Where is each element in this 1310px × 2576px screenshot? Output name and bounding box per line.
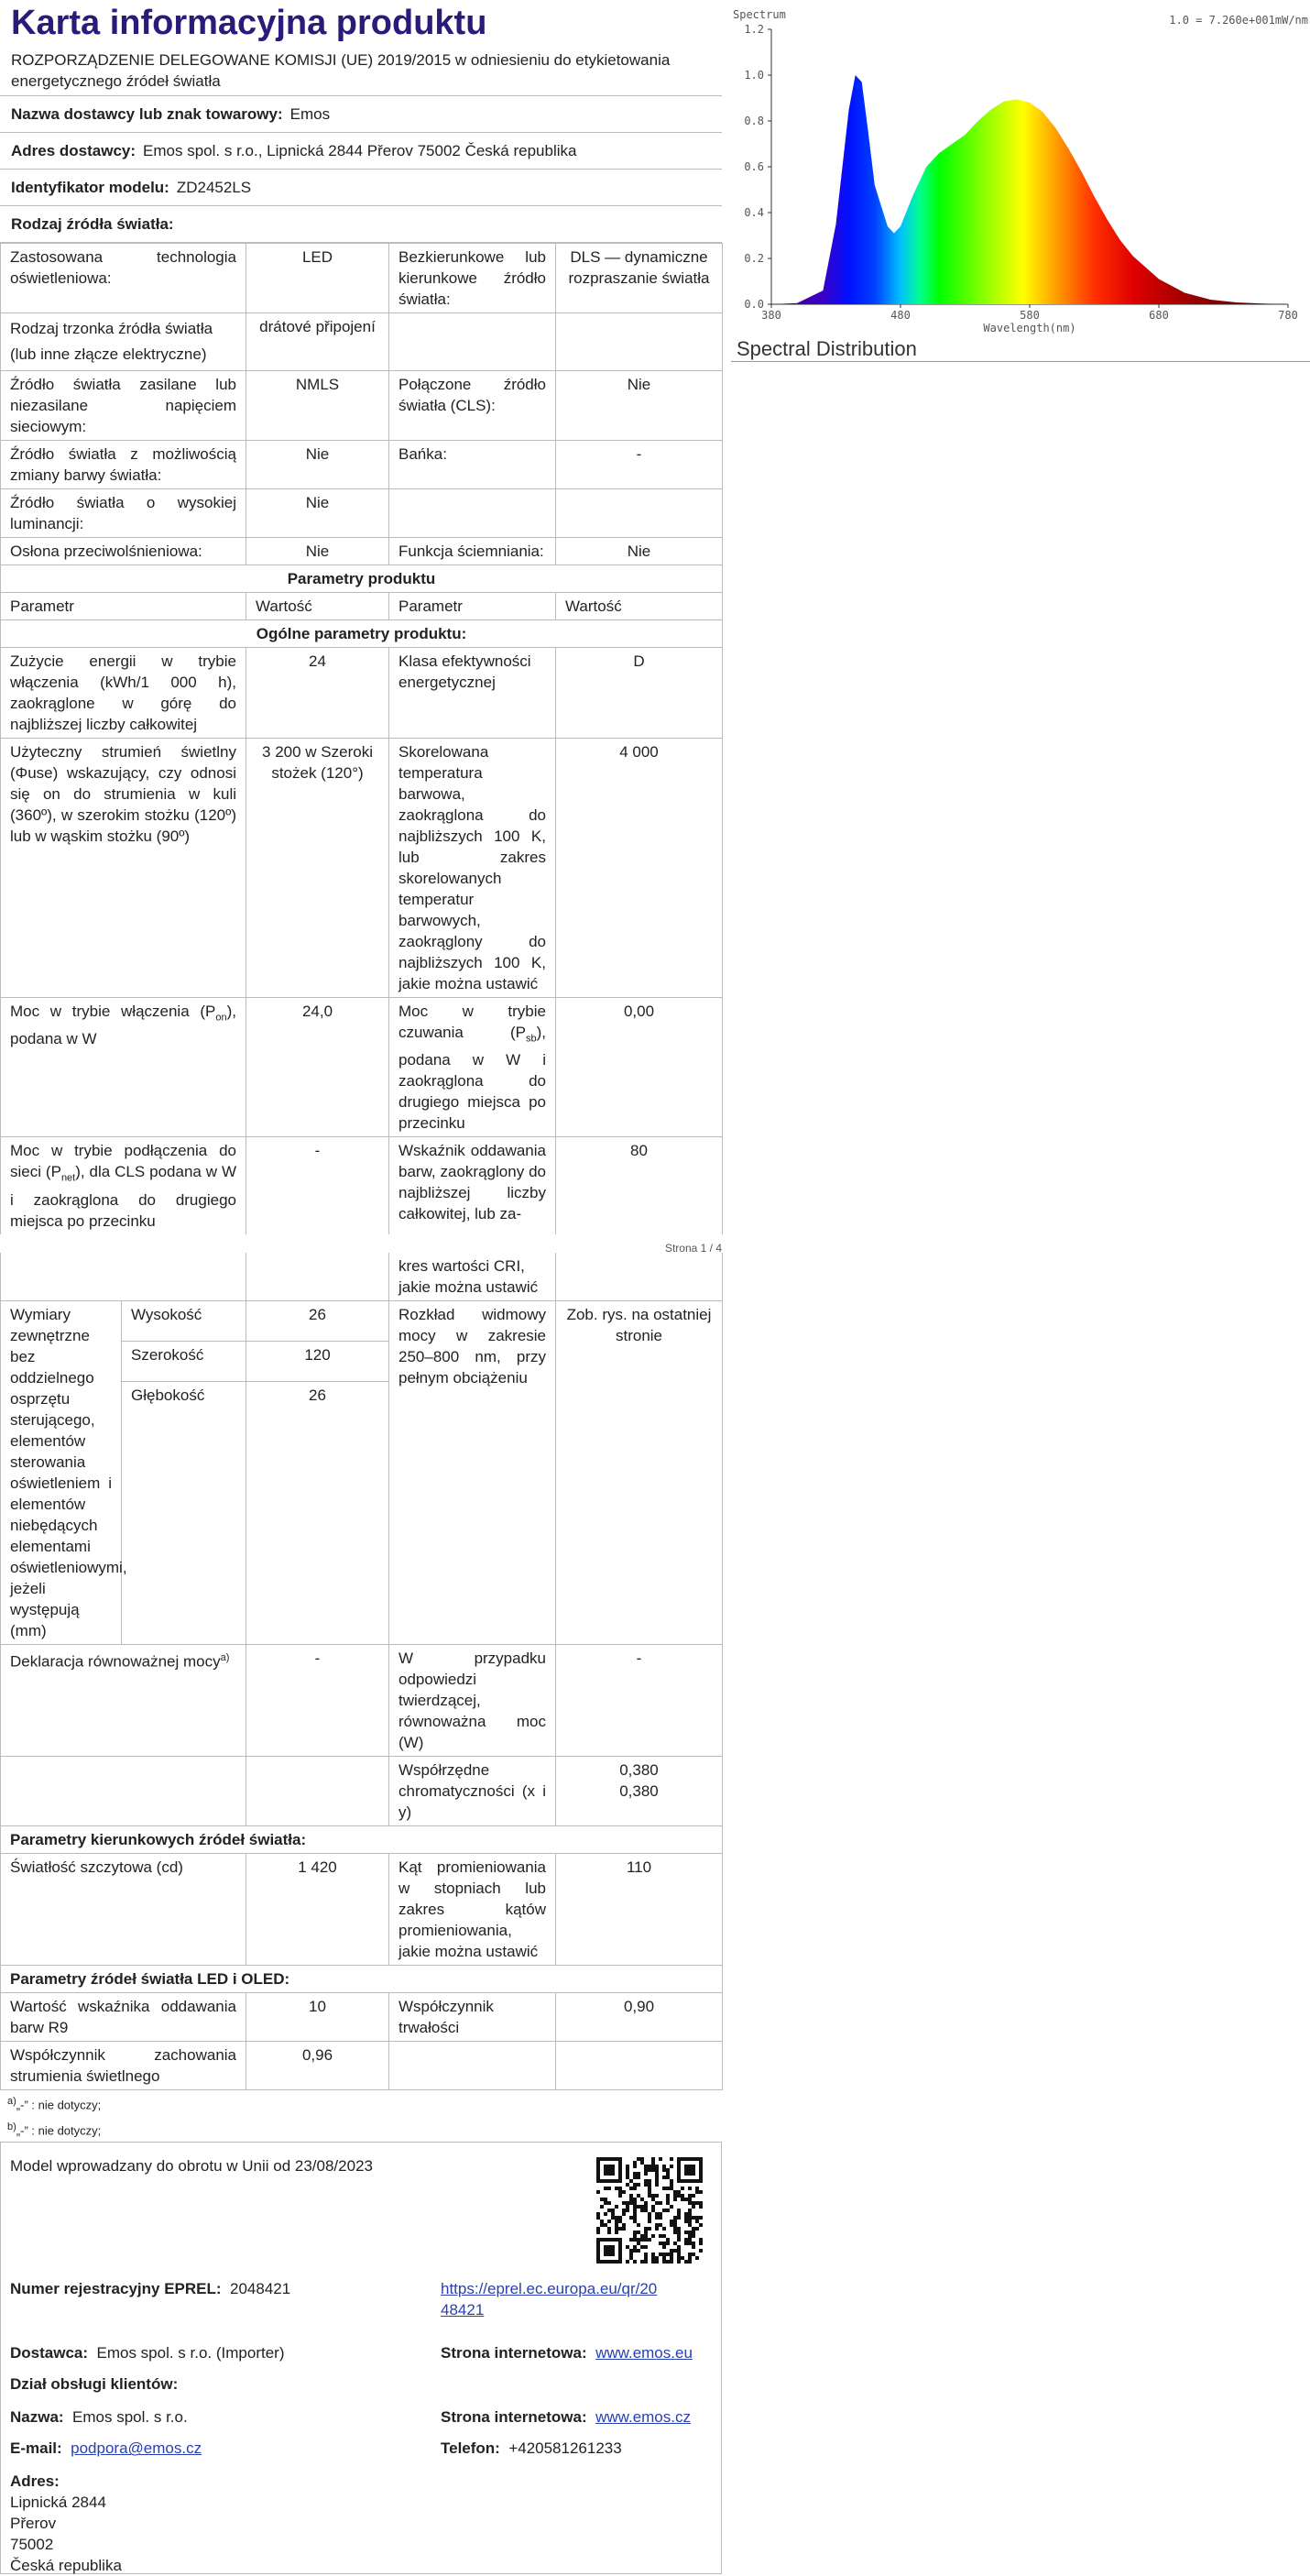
table-cell: Rodzaj trzonka źródła światła (lub inne złącze elektryczne)	[1, 313, 246, 371]
table-cell: 80	[556, 1137, 723, 1234]
phone-label: Telefon:	[441, 2439, 500, 2458]
y-tick-label: 0.2	[744, 252, 764, 265]
address-footer-label: Adres:	[10, 2472, 60, 2491]
table-cell: 120	[246, 1341, 389, 1381]
table-cell: Skorelowana temperatura barwowa, zaokrąglona do najbliższych 100 K, lub zakres skorelowanych temperatur barwowych, zaokrąglony do najbliższych 100 K, jakie można ustawić	[389, 739, 556, 998]
service-header	[10, 2373, 178, 2395]
address-street: Lipnická 2844	[10, 2494, 106, 2512]
table-cell	[556, 489, 723, 538]
table-cell: 0,90	[556, 1992, 723, 2041]
table-cell: LED	[246, 244, 389, 313]
page-number: Strona 1 / 4	[664, 1241, 722, 1255]
table-cell: NMLS	[246, 371, 389, 441]
y-tick-label: 0.8	[744, 115, 764, 127]
table-cell: Funkcja ściemniania:	[389, 538, 556, 565]
table-cell: 3 200 w Szeroki stożek (120°)	[246, 739, 389, 998]
table-cell	[556, 2041, 723, 2089]
table-cell: 0,00	[556, 998, 723, 1137]
spectrum-plot	[731, 0, 1310, 339]
model-line	[0, 170, 722, 206]
table-cell: Głębokość	[122, 1381, 246, 1644]
model-label: Identyfikator modelu:	[11, 179, 169, 196]
supplier-footer-value: Emos spol. s r.o. (Importer)	[96, 2344, 285, 2362]
x-tick-label: 680	[1149, 309, 1169, 322]
cell-subscript: sb	[525, 1033, 537, 1045]
table-cell: Źródło światła o wysokiej luminancji:	[1, 489, 246, 538]
x-tick-label: 780	[1278, 309, 1298, 322]
source-type-header	[0, 206, 722, 243]
address-postcode: 75002	[10, 2536, 54, 2554]
table-cell: W przypadku odpowiedzi twierdzącej, równoważna moc (W)	[389, 1644, 556, 1756]
table-cell: Szerokość	[122, 1341, 246, 1381]
table-cell: -	[556, 1644, 723, 1756]
footnote-a	[0, 2090, 722, 2116]
cell-text: ), podana w W	[10, 1003, 236, 1048]
website-label: Strona internetowa:	[441, 2344, 587, 2362]
x-tick-label: 580	[1020, 309, 1040, 322]
table-cell	[246, 1253, 389, 1301]
address-country: Česká republika	[10, 2557, 122, 2575]
table-row	[1, 244, 723, 313]
table-cell: 26	[246, 1300, 389, 1341]
footnote-mark: a)	[7, 2095, 16, 2107]
address-label: Adres dostawcy:	[11, 142, 136, 159]
eprel-link[interactable]	[441, 2278, 657, 2320]
table-cell: Bańka:	[389, 441, 556, 489]
x-tick-label: 480	[890, 309, 911, 322]
table-cell	[1, 1253, 246, 1301]
y-tick-label: 0.0	[744, 298, 764, 311]
cell-text: 0,380	[619, 1760, 659, 1779]
chart-title: Spectral Distribution	[737, 337, 917, 360]
name-label: Nazwa:	[10, 2408, 64, 2427]
table-cell: Nie	[246, 441, 389, 489]
qr-code-icon	[596, 2157, 703, 2264]
y-tick-label: 0.6	[744, 160, 764, 173]
table-row	[1, 1300, 723, 1341]
column-header-row	[1, 593, 723, 620]
table-cell: kres wartości CRI, jakie można ustawić	[389, 1253, 556, 1301]
table-cell	[1, 998, 246, 1137]
address-block	[10, 2471, 122, 2576]
led-header: Parametry źródeł światła LED i OLED:	[1, 1965, 723, 1992]
table-row	[1, 371, 723, 441]
table-cell: -	[246, 1644, 389, 1756]
table-row	[1, 1253, 723, 1301]
table-row	[1, 739, 723, 998]
section-header	[1, 1965, 723, 1992]
spectrum-area	[771, 75, 1288, 304]
cell-text: ), podana w W i zaokrąglona do drugiego miejsca po przecinku	[398, 1024, 546, 1133]
phone-line	[441, 2438, 622, 2459]
section-header	[1, 620, 723, 648]
eprel-link-line2[interactable]: 48421	[441, 2301, 485, 2319]
address-city: Přerov	[10, 2515, 57, 2533]
table-row	[1, 538, 723, 565]
y-tick-label: 1.2	[744, 23, 764, 36]
table-cell: Zużycie energii w trybie włączenia (kWh/1 000 h), zaokrąglone w górę do najbliższej liczby całkowitej	[1, 648, 246, 739]
table-cell	[246, 1756, 389, 1825]
table-cell: Źródło światła zasilane lub niezasilane napięciem sieciowym:	[1, 371, 246, 441]
phone-value: +420581261233	[508, 2439, 622, 2458]
footer-box	[0, 2142, 722, 2574]
market-date: Model wprowadzany do obrotu w Unii od 23/08/2023	[10, 2157, 373, 2176]
cell-text: Moc w trybie podłączenia do sieci (P	[10, 1142, 236, 1181]
column-header: Parametr	[1, 593, 246, 620]
website-label: Strona internetowa:	[441, 2408, 587, 2427]
table-cell: 24	[246, 648, 389, 739]
table-cell: Kąt promieniowania w stopniach lub zakres kątów promieniowania, jakie można ustawić	[389, 1853, 556, 1965]
directional-header: Parametry kierunkowych źródeł światła:	[1, 1825, 723, 1853]
table-cell	[389, 489, 556, 538]
footnote-text: „-” : nie dotyczy;	[16, 2123, 102, 2138]
eprel-line	[10, 2278, 290, 2299]
cell-superscript: a)	[220, 1651, 230, 1663]
chart-corner-label: Spectrum	[733, 8, 786, 21]
divider	[731, 361, 1310, 362]
x-tick-label: 380	[761, 309, 781, 322]
table-cell: Wysokość	[122, 1300, 246, 1341]
table-cell: Wskaźnik oddawania barw, zaokrąglony do najbliższej liczby całkowitej, lub za-	[389, 1137, 556, 1234]
table-cell	[556, 1253, 723, 1301]
table-cell: Zob. rys. na ostatniej stronie	[556, 1300, 723, 1644]
source-type-label: Rodzaj źródła światła:	[11, 215, 174, 233]
table-cell: Zastosowana technologia oświetleniowa:	[1, 244, 246, 313]
x-axis-label: Wavelength(nm)	[983, 322, 1076, 334]
column-header: Parametr	[389, 593, 556, 620]
supplier-label: Nazwa dostawcy lub znak towarowy:	[11, 105, 283, 123]
email-line	[10, 2438, 202, 2459]
table-cell: 24,0	[246, 998, 389, 1137]
supplier-footer-label: Dostawca:	[10, 2344, 89, 2362]
table-row	[1, 2041, 723, 2089]
table-cell: Nie	[556, 538, 723, 565]
table-cell: Użyteczny strumień świetlny (Φuse) wskazujący, czy odnosi się on do strumienia w kuli (360º), w szerokim stożku (120º) lub w wąskim stożku (90º)	[1, 739, 246, 998]
cell-subscript: net	[60, 1172, 76, 1184]
address-value: Emos spol. s r.o., Lipnická 2844 Přerov 75002 Česká republika	[143, 142, 577, 159]
product-table-part1	[0, 243, 723, 1234]
section-header	[1, 1825, 723, 1853]
page-break	[0, 1234, 722, 1253]
regulation-text: ROZPORZĄDZENIE DELEGOWANE KOMISJI (UE) 2019/2015 w odniesieniu do etykietowania energetycznego źródeł światła	[0, 44, 722, 96]
dimensions-label: Wymiary zewnętrzne bez oddzielnego osprzętu sterującego, elementów sterowania oświetleniem i elementów niebędących elementami oświetleniowymi, jeżeli występują (mm)	[1, 1300, 122, 1644]
supplier-value: Emos	[289, 105, 331, 123]
model-value: ZD2452LS	[176, 179, 252, 196]
table-row	[1, 313, 723, 371]
table-row	[1, 1644, 723, 1756]
table-cell	[1, 1756, 246, 1825]
table-cell: DLS — dynamiczne rozpraszanie światła	[556, 244, 723, 313]
cell-text: Moc w trybie włączenia (P	[10, 1003, 216, 1020]
general-header: Ogólne parametry produktu:	[1, 620, 723, 648]
table-row	[1, 1137, 723, 1234]
table-cell: Nie	[246, 538, 389, 565]
eprel-link-line1[interactable]: https://eprel.ec.europa.eu/qr/20	[441, 2280, 658, 2298]
table-row	[1, 998, 723, 1137]
email-label: E-mail:	[10, 2439, 62, 2458]
table-cell: Wartość wskaźnika oddawania barw R9	[1, 1992, 246, 2041]
table-cell: -	[556, 441, 723, 489]
cell-text: Moc w trybie czuwania (P	[398, 1003, 546, 1041]
spectrum-chart	[731, 0, 1310, 367]
y-tick-label: 0.4	[744, 206, 764, 219]
column-header: Wartość	[246, 593, 389, 620]
supplier-line	[0, 96, 722, 133]
table-cell: Połączone źródło światła (CLS):	[389, 371, 556, 441]
eprel-value: 2048421	[230, 2280, 291, 2298]
table-cell	[556, 313, 723, 371]
table-cell: 10	[246, 1992, 389, 2041]
cell-subscript: on	[215, 1012, 227, 1024]
table-cell: Współczynnik zachowania strumienia świetlnego	[1, 2041, 246, 2089]
website-link-eu[interactable]: www.emos.eu	[595, 2344, 693, 2362]
table-cell: drátové připojení	[246, 313, 389, 371]
table-cell: 1 420	[246, 1853, 389, 1965]
cell-text: Deklaracja równoważnej mocy	[10, 1652, 221, 1671]
table-row	[1, 1992, 723, 2041]
table-row	[1, 1756, 723, 1825]
table-cell: 4 000	[556, 739, 723, 998]
table-row	[1, 1853, 723, 1965]
cell-text: ), dla CLS podana w W i zaokrąglona do drugiego miejsca po przecinku	[10, 1163, 237, 1230]
table-row	[1, 489, 723, 538]
table-cell	[1, 1137, 246, 1234]
eprel-label: Numer rejestracyjny EPREL:	[10, 2280, 222, 2298]
column-header: Wartość	[556, 593, 723, 620]
cell-text: 0,380	[619, 1781, 659, 1800]
footnote-b	[0, 2116, 722, 2142]
product-table-part2	[0, 1253, 723, 2090]
table-cell: Współczynnik trwałości	[389, 1992, 556, 2041]
params-header: Parametry produktu	[1, 565, 723, 593]
table-cell	[556, 1756, 723, 1825]
table-cell: Rozkład widmowy mocy w zakresie 250–800 nm, przy pełnym obciążeniu	[389, 1300, 556, 1644]
website-line-2	[441, 2406, 691, 2428]
footnote-mark: b)	[7, 2121, 16, 2133]
table-cell: D	[556, 648, 723, 739]
table-cell: 0,96	[246, 2041, 389, 2089]
address-line	[0, 133, 722, 170]
email-link[interactable]: podpora@emos.cz	[71, 2439, 202, 2458]
table-row	[1, 441, 723, 489]
table-cell: Osłona przeciwolśnieniowa:	[1, 538, 246, 565]
table-cell	[389, 998, 556, 1137]
table-cell: -	[246, 1137, 389, 1234]
scale-note: 1.0 = 7.260e+001mW/nm	[1169, 14, 1308, 27]
name-value: Emos spol. s r.o.	[72, 2408, 188, 2427]
page-title: Karta informacyjna produktu	[11, 4, 487, 42]
table-cell: Źródło światła z możliwością zmiany barwy światła:	[1, 441, 246, 489]
table-cell: Nie	[556, 371, 723, 441]
y-tick-label: 1.0	[744, 69, 764, 82]
table-cell: Współrzędne chromatyczności (x i y)	[389, 1756, 556, 1825]
table-cell: Nie	[246, 489, 389, 538]
table-row	[1, 648, 723, 739]
table-cell	[1, 1644, 246, 1756]
table-cell: 110	[556, 1853, 723, 1965]
section-header	[1, 565, 723, 593]
table-cell: 26	[246, 1381, 389, 1644]
table-cell: Światłość szczytowa (cd)	[1, 1853, 246, 1965]
service-header-label: Dział obsługi klientów:	[10, 2375, 179, 2394]
table-cell: Bezkierunkowe lub kierunkowe źródło światła:	[389, 244, 556, 313]
table-cell	[389, 313, 556, 371]
website-link-cz[interactable]: www.emos.cz	[595, 2408, 691, 2427]
footnote-text: „-” : nie dotyczy;	[16, 2098, 102, 2112]
table-cell	[389, 2041, 556, 2089]
name-line	[10, 2406, 188, 2428]
table-cell: Klasa efektywności energetycznej	[389, 648, 556, 739]
